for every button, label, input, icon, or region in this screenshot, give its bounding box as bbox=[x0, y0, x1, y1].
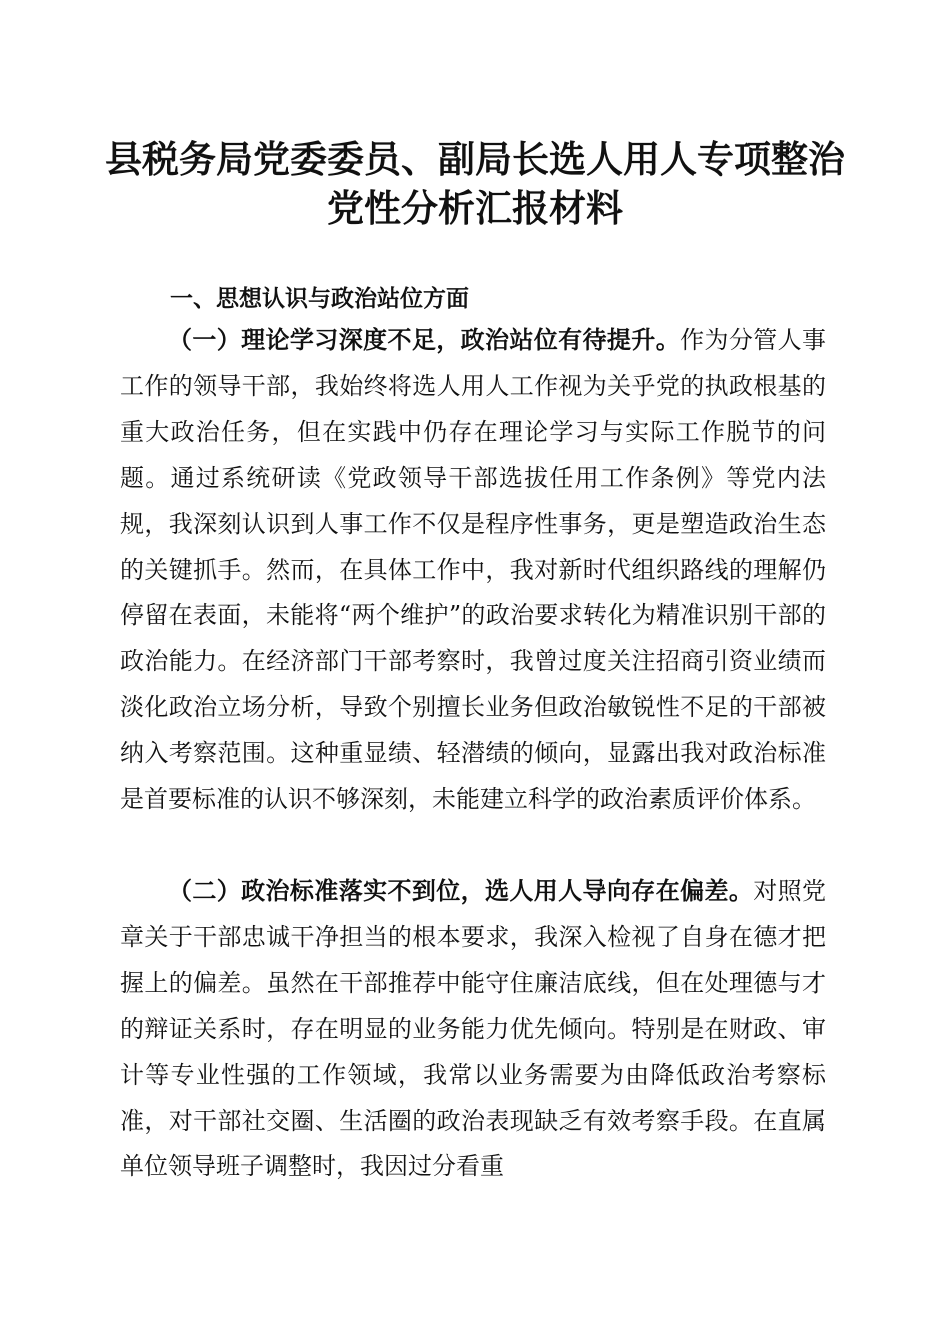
document-title-line-1: 县税务局党委委员、副局长选人用人专项整治 bbox=[105, 137, 845, 181]
paragraph-2-lead: （二）政治标准落实不到位，选人用人导向存在偏差。 bbox=[168, 876, 754, 905]
paragraph-2 bbox=[120, 868, 826, 1190]
section-heading: 一、思想认识与政治站位方面 bbox=[170, 286, 469, 312]
paragraph-1-body: 作为分管人事工作的领导干部，我始终将选人用人工作视为关乎党的执政根基的重大政治任务，但在实践中仍存在理论学习与实际工作脱节的问题。通过系统研读《党政领导干部选拔任用工作条例》等党内法规，我深刻认识到人事工作不仅是程序性事务，更是塑造政治生态的关键抓手。然而，在具体工作中，我对新时代组织路线的理解仍停留在表面，未能将“两个维护”的政治要求转化为精准识别干部的政治能力。在经济部门干部考察时，我曾过度关注招商引资业绩而淡化政治立场分析，导致个别擅长业务但政治敏锐性不足的干部被纳入考察范围。这种重显绩、轻潜绩的倾向，显露出我对政治标准是首要标准的认识不够深刻，未能建立科学的政治素质评价体系。 bbox=[120, 326, 827, 814]
paragraph-2-body: 对照党章关于干部忠诚干净担当的根本要求，我深入检视了自身在德才把握上的偏差。虽然在干部推荐中能守住廉洁底线，但在处理德与才的辩证关系时，存在明显的业务能力优先倾向。特别是在财政、审计等专业性强的工作领域，我常以业务需要为由降低政治考察标准，对干部社交圈、生活圈的政治表现缺乏有效考察手段。在直属单位领导班子调整时，我因过分看重 bbox=[120, 877, 827, 1181]
paragraph-1-lead: （一）理论学习深度不足，政治站位有待提升。 bbox=[168, 325, 681, 354]
paragraph-1 bbox=[120, 317, 826, 823]
document-title-line-2: 党性分析汇报材料 bbox=[327, 186, 623, 230]
